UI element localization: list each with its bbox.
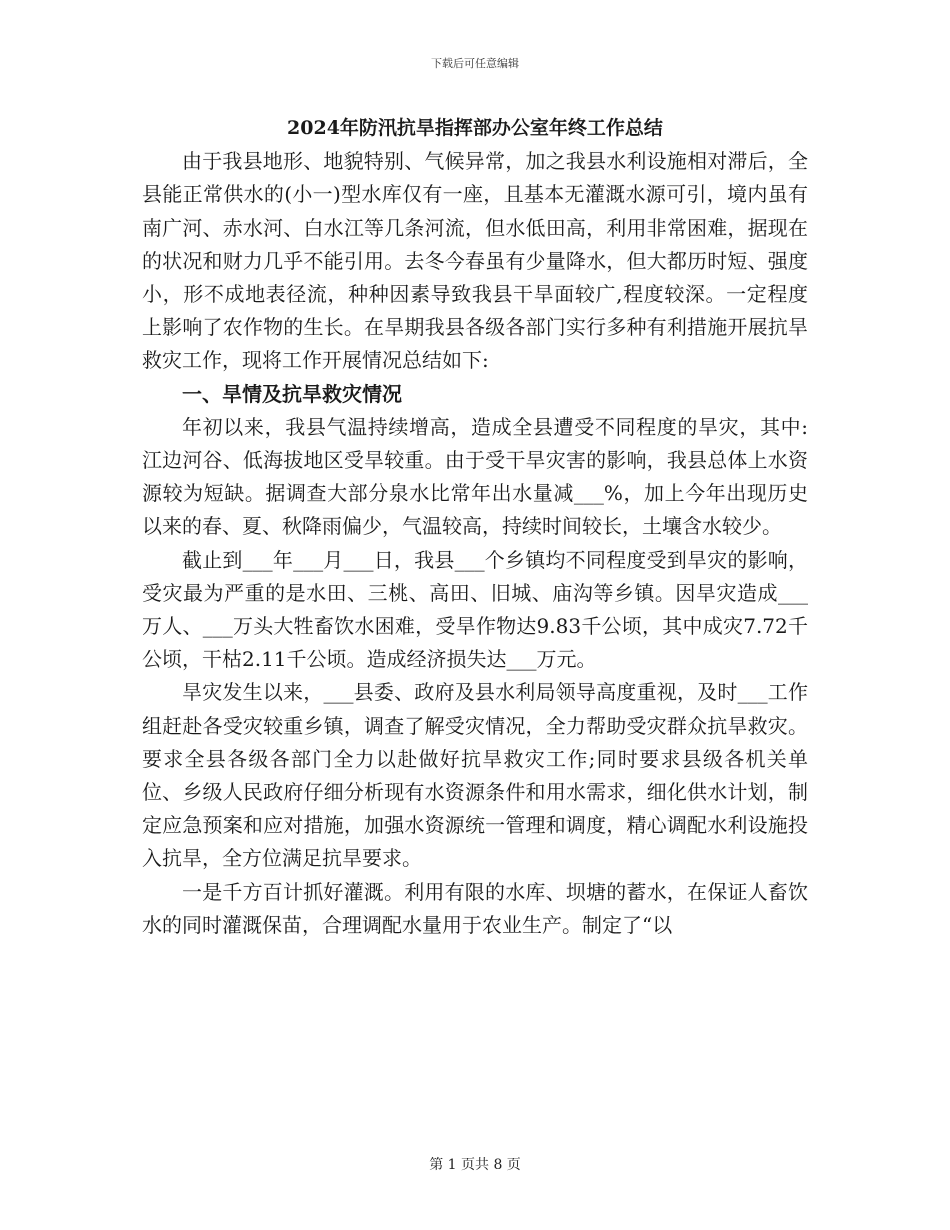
section1-paragraph-4: 一是千方百计抓好灌溉。利用有限的水库、坝塘的蓄水，在保证人畜饮水的同时灌溉保苗，合理调配水量用于农业生产。制定了“以 — [142, 879, 808, 937]
section1-paragraph-1: 年初以来，我县气温持续增高，造成全县遭受不同程度的旱灾，其中:江边河谷、低海拔地区受旱较重。由于受干旱灾害的影响，我县总体上水资源较为短缺。据调查大部分泉水比常年出水量减___%，加上今年出现历史以来的春、夏、秋降雨偏少，气温较高，持续时间较长，土壤含水较少。 — [142, 414, 808, 539]
section1-paragraph-3: 旱灾发生以来，___县委、政府及县水利局领导高度重视，及时___工作组赶赴各受灾较重乡镇，调查了解受灾情况，全力帮助受灾群众抗旱救灾。要求全县各级各部门全力以赴做好抗旱救灾工作;同时要求县级各机关单位、乡级人民政府仔细分析现有水资源条件和用水需求，细化供水计划，制定应急预案和应对措施，加强水资源统一管理和调度，精心调配水利设施投入抗旱，全方位满足抗旱要求。 — [142, 680, 808, 871]
section1-paragraph-2: 截止到___年___月___日，我县___个乡镇均不同程度受到旱灾的影响，受灾最为严重的是水田、三桃、高田、旧城、庙沟等乡镇。因旱灾造成___万人、___万头大牲畜饮水困难，受旱作物达9.83千公顷，其中成灾7.72千公顷，干枯2.11千公顷。造成经济损失达___万元。 — [142, 547, 808, 672]
document-body — [142, 112, 808, 942]
header-note: 下载后可任意编辑 — [431, 57, 519, 70]
intro-paragraph: 由于我县地形、地貌特别、气候异常，加之我县水利设施相对滞后，全县能正常供水的(小一)型水库仅有一座，且基本无灌溉水源可引，境内虽有南广河、赤水河、白水江等几条河流，但水低田高，利用非常困难，据现在的状况和财力几乎不能引用。去冬今春虽有少量降水，但大都历时短、强度小，形不成地表径流，种种因素导致我县干旱面较广,程度较深。一定程度上影响了农作物的生长。在旱期我县各级各部门实行多种有利措施开展抗旱救灾工作，现将工作开展情况总结如下: — [142, 149, 808, 373]
section-heading-1: 一、旱情及抗旱救灾情况 — [182, 381, 402, 406]
document-title: 2024年防汛抗旱指挥部办公室年终工作总结 — [287, 117, 663, 139]
page-number: 第 1 页共 8 页 — [429, 1157, 521, 1173]
